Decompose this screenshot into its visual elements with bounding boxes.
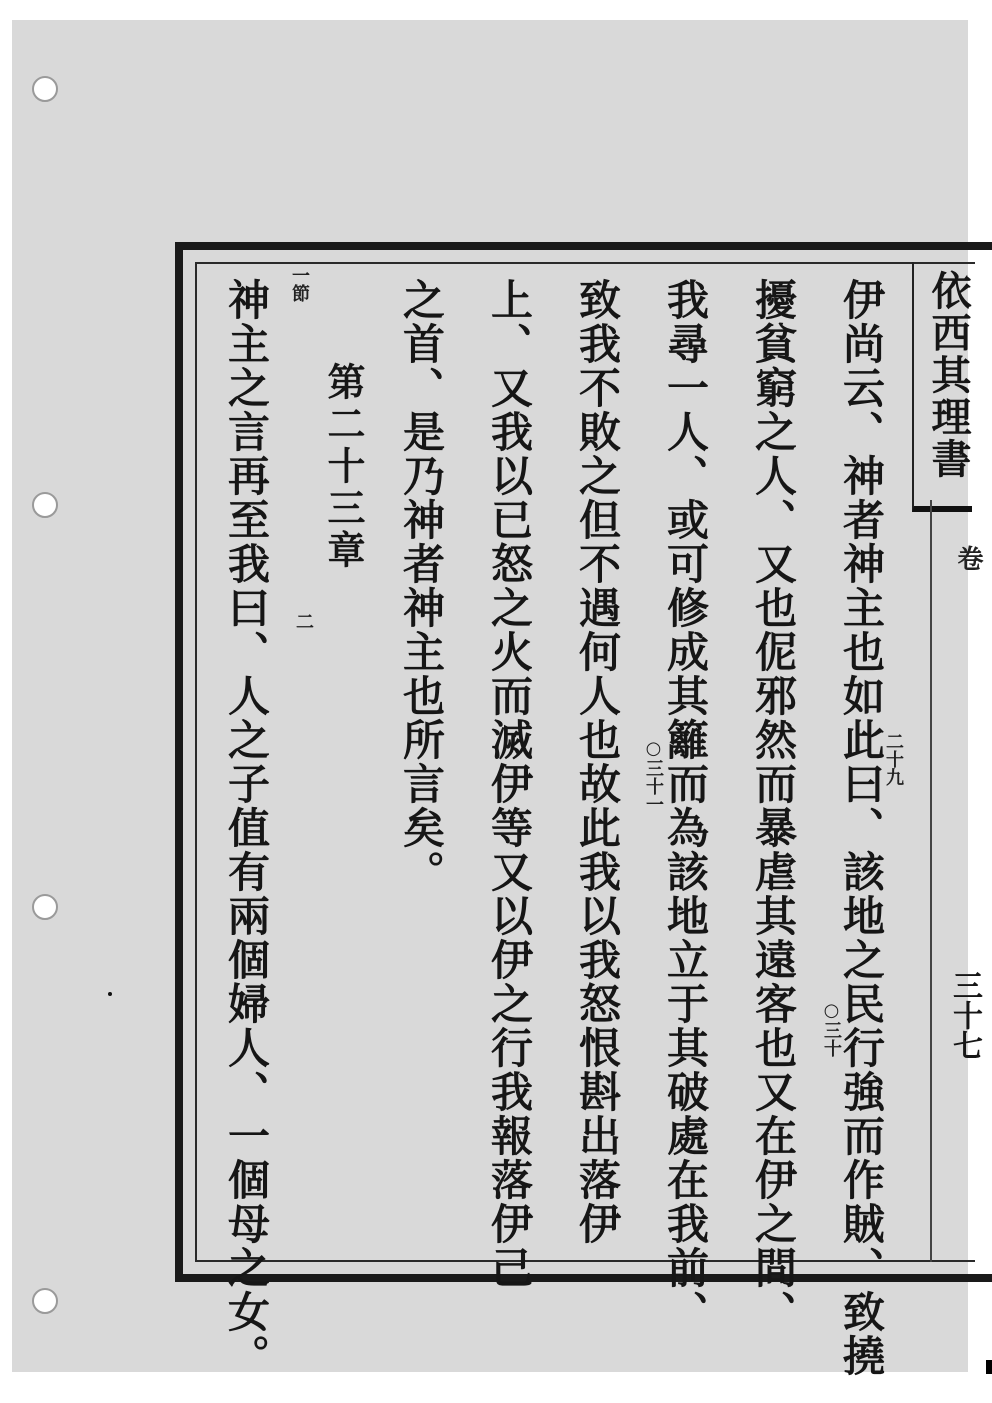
text-column-1: 伊尚云、神者神主也如此曰、該地之民行強而作賊、致撓 (837, 278, 886, 1378)
edge-mark (986, 1360, 992, 1374)
punch-hole-icon (32, 492, 58, 518)
verse-note: ○三十一 (643, 738, 664, 813)
section-note: 一節 (289, 266, 310, 302)
book-title: 依西其理書 (925, 270, 972, 480)
text-column-2: 擾貧窮之人、又也伲邪然而暴虐其遠客也又在伊之間、 (749, 278, 798, 1334)
margin-rule (930, 500, 932, 1262)
verse-note: ○三十 (821, 1000, 842, 1057)
margin-fragment: 卷 (953, 545, 983, 571)
text-column-6: 之首、是乃神者神主也所言矣。 (397, 278, 446, 894)
punch-hole-icon (32, 76, 58, 102)
text-column-3: 我尋一人、或可修成其籬而為該地立于其破處在我前、 (661, 278, 710, 1334)
chapter-text-column: 神主之言再至我曰、人之子值有兩個婦人、一個母之女。 (222, 278, 271, 1378)
verse-note: 二十九 (883, 732, 904, 786)
chapter-heading: 第二十三章 (321, 362, 366, 572)
verse-note: 二 (293, 612, 314, 630)
page-number: 三十七 (947, 970, 982, 1060)
ink-speck (108, 992, 112, 996)
text-column-5: 上、又我以已怒之火而滅伊等又以伊之行我報落伊己 (485, 278, 534, 1290)
punch-hole-icon (32, 894, 58, 920)
punch-hole-icon (32, 1288, 58, 1314)
text-column-4: 致我不敗之但不遇何人也故此我以我怒恨斟出落伊 (573, 278, 622, 1246)
